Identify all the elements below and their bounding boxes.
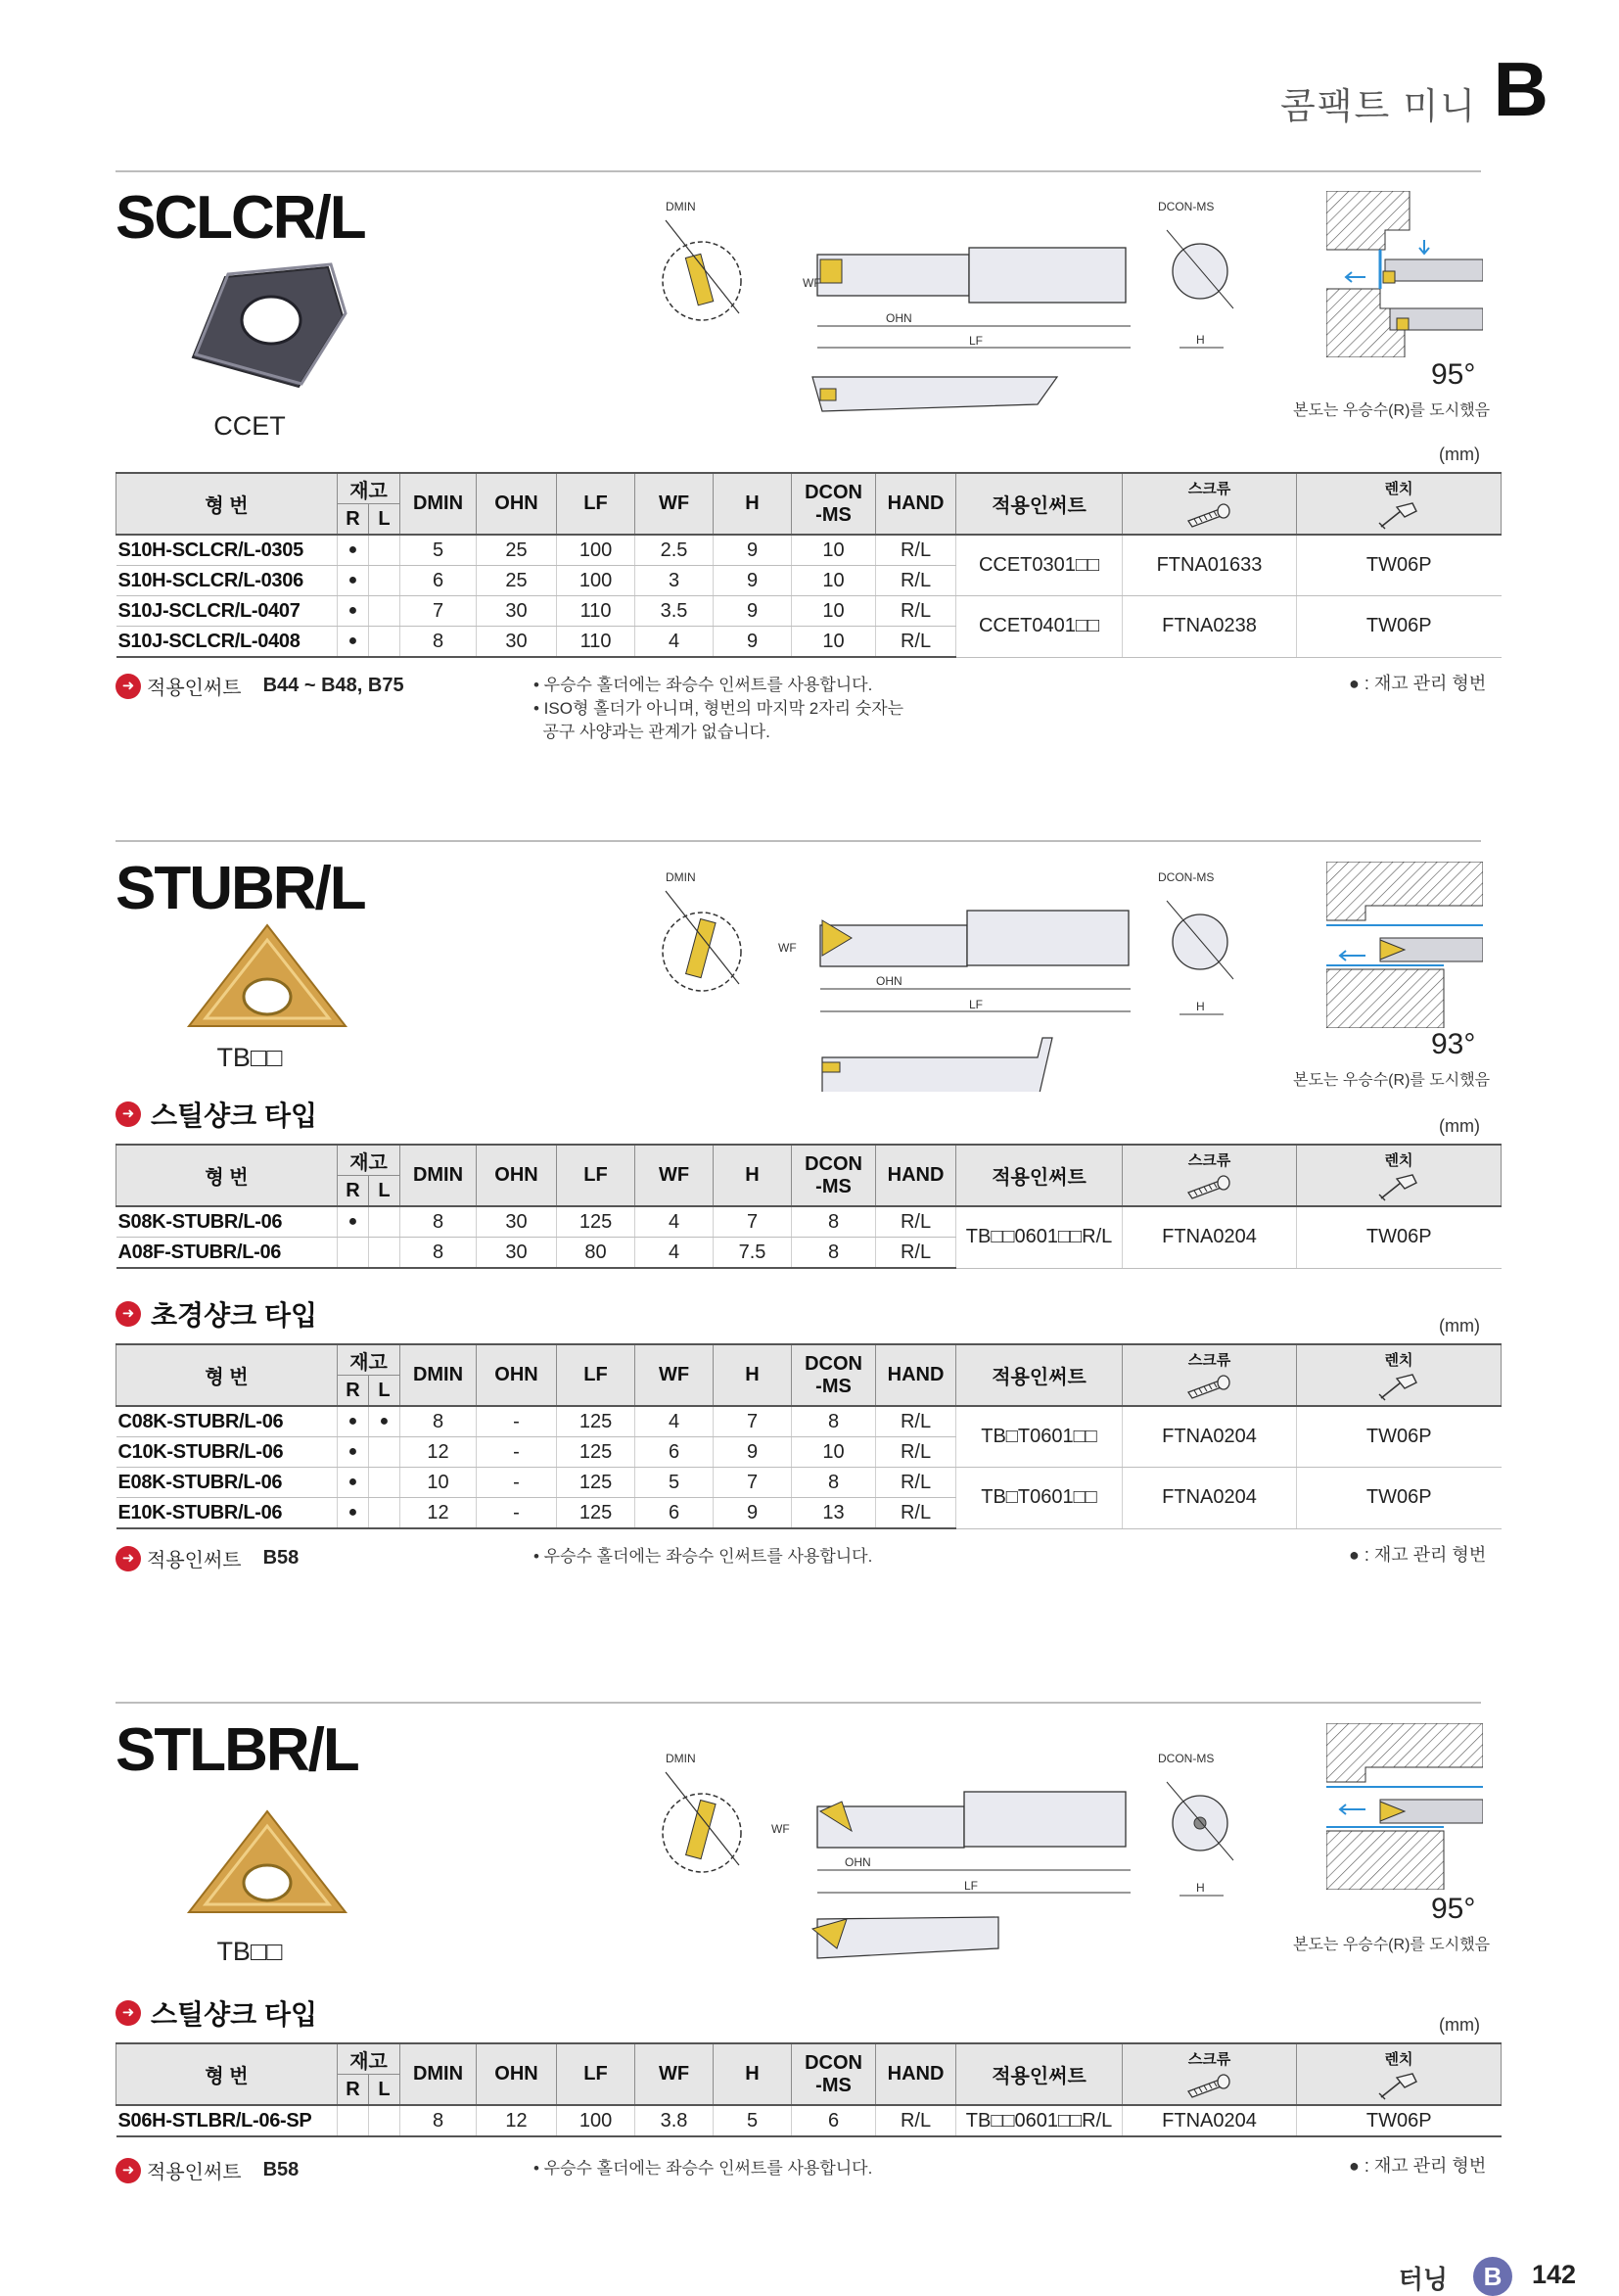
col-wf: WF: [635, 1145, 714, 1206]
tool-dimension-diagram: [646, 201, 1253, 421]
col-dcon: DCON -MS: [792, 1145, 876, 1206]
col-r: R: [338, 504, 369, 536]
col-lf: LF: [557, 2043, 635, 2105]
col-l: L: [369, 1376, 400, 1407]
section-notes: • 우승수 홀더에는 좌승수 인써트를 사용합니다.: [533, 2159, 873, 2178]
stock-legend: ● : 재고 관리 형번: [1349, 2156, 1487, 2176]
col-wf: WF: [635, 473, 714, 535]
machining-illustration: [1326, 191, 1483, 357]
label-wf: WF: [771, 1822, 790, 1836]
col-insert: 적용인써트: [956, 2043, 1123, 2105]
section-title-stubr: STUBR/L: [116, 855, 365, 922]
wrench-icon: [1373, 1173, 1424, 1202]
label-wf: WF: [778, 941, 797, 955]
machining-illustration: [1326, 862, 1483, 1028]
label-lf: LF: [964, 1879, 979, 1893]
col-stock: 재고: [338, 1344, 400, 1376]
section-notes: • 우승수 홀더에는 좌승수 인써트를 사용합니다.: [533, 1547, 873, 1566]
subsection-heading-steel: ➜ 스틸샹크 타입: [116, 1993, 317, 2033]
col-h: H: [714, 2043, 792, 2105]
table-row: E10K-STUBR/L-06 ● 12 - 125 6 9 13 R/L: [116, 1498, 1502, 1529]
col-code: 형 번: [116, 1344, 338, 1406]
insert-name: TB□□: [216, 1043, 283, 1072]
col-screw: 스크류: [1123, 1344, 1297, 1406]
wrench-icon: [1373, 2072, 1424, 2101]
insert-name: TB□□: [216, 1937, 283, 1966]
catalog-section-letter: B: [1493, 46, 1549, 132]
col-lf: LF: [557, 1344, 635, 1406]
col-r: R: [338, 1376, 369, 1407]
unit-label: (mm): [1439, 2015, 1480, 2035]
col-dmin: DMIN: [400, 473, 477, 535]
label-dmin: DMIN: [666, 871, 696, 884]
footer-badge: B: [1473, 2257, 1512, 2296]
col-hand: HAND: [876, 1145, 956, 1206]
col-r: R: [338, 2075, 369, 2106]
col-wrench: 렌치: [1297, 1145, 1502, 1206]
screw-icon: [1184, 2072, 1235, 2101]
insert-name: CCET: [213, 411, 286, 441]
orientation-note: 본도는 우승수(R)를 도시했음: [1293, 1937, 1491, 1953]
col-lf: LF: [557, 473, 635, 535]
col-code: 형 번: [116, 473, 338, 535]
machining-illustration: [1326, 1723, 1483, 1890]
subsection-heading-carbide: ➜ 초경샹크 타입: [116, 1294, 317, 1334]
section-title-sclcr: SCLCR/L: [116, 184, 365, 252]
label-h: H: [1196, 1000, 1205, 1013]
stock-legend: ● : 재고 관리 형번: [1349, 674, 1487, 693]
table-row: S06H-STLBR/L-06-SP 8 12 100 3.8 5 6 R/L TB□□0601□□R/L FTNA0204 TW06P: [116, 2105, 1502, 2136]
col-ohn: OHN: [477, 1344, 557, 1406]
arrow-circle-icon: ➜: [116, 1546, 141, 1571]
screw-icon: [1184, 1373, 1235, 1402]
tool-dimension-diagram: [646, 1753, 1253, 1973]
col-wf: WF: [635, 2043, 714, 2105]
unit-label: (mm): [1439, 1316, 1480, 1335]
label-dcon: DCON-MS: [1158, 871, 1215, 884]
col-wrench: 렌치: [1297, 2043, 1502, 2105]
unit-label: (mm): [1439, 1116, 1480, 1136]
tool-dimension-diagram: [646, 871, 1253, 1092]
col-dmin: DMIN: [400, 2043, 477, 2105]
label-ohn: OHN: [886, 311, 912, 325]
insert-image-tb: [184, 1806, 350, 1924]
insert-reference: ➜ 적용인써트 B58: [116, 1544, 299, 1572]
label-dmin: DMIN: [666, 1753, 696, 1765]
table-row: S08K-STUBR/L-06 ● 8 30 125 4 7 8 R/L TB□□0601□□R/L FTNA0204 TW06P: [116, 1206, 1502, 1238]
col-dcon: DCON -MS: [792, 1344, 876, 1406]
approach-angle: 93°: [1431, 1028, 1476, 1060]
col-code: 형 번: [116, 2043, 338, 2105]
col-stock: 재고: [338, 2043, 400, 2075]
label-ohn: OHN: [845, 1855, 871, 1869]
table-row: E08K-STUBR/L-06 ● 10 - 125 5 7 8 R/L TB□T0601□□ FTNA0204 TW06P: [116, 1468, 1502, 1498]
col-dcon: DCON -MS: [792, 2043, 876, 2105]
section-notes: • 우승수 홀더에는 좌승수 인써트를 사용합니다. • ISO형 홀더가 아니며, 형번의 마지막 2자리 숫자는 공구 사양과는 관계가 없습니다.: [533, 676, 904, 741]
table-row: C08K-STUBR/L-06 ● ● 8 - 125 4 7 8 R/L TB□T0601□□ FTNA0204 TW06P: [116, 1406, 1502, 1437]
insert-reference: ➜ 적용인써트 B44 ~ B48, B75: [116, 672, 404, 700]
label-dcon: DCON-MS: [1158, 201, 1215, 213]
col-lf: LF: [557, 1145, 635, 1206]
approach-angle: 95°: [1431, 358, 1476, 391]
col-ohn: OHN: [477, 473, 557, 535]
label-lf: LF: [969, 334, 984, 348]
col-screw: 스크류: [1123, 1145, 1297, 1206]
col-l: L: [369, 2075, 400, 2106]
catalog-section-title: 콤팩트 미니: [1280, 86, 1477, 126]
label-ohn: OHN: [876, 974, 902, 988]
section-divider: [116, 170, 1481, 172]
table-row: A08F-STUBR/L-06 8 30 80 4 7.5 8 R/L: [116, 1238, 1502, 1269]
insert-image-ccet: [181, 259, 357, 397]
screw-icon: [1184, 501, 1235, 531]
label-h: H: [1196, 333, 1205, 347]
col-h: H: [714, 1145, 792, 1206]
insert-reference: ➜ 적용인써트 B58: [116, 2156, 299, 2184]
section-title-stlbr: STLBR/L: [116, 1716, 358, 1784]
col-ohn: OHN: [477, 2043, 557, 2105]
table-row: C10K-STUBR/L-06 ● 12 - 125 6 9 10 R/L: [116, 1437, 1502, 1468]
col-hand: HAND: [876, 473, 956, 535]
col-code: 형 번: [116, 1145, 338, 1206]
col-l: L: [369, 504, 400, 536]
spec-table-sclcr: [116, 472, 1502, 658]
col-stock: 재고: [338, 473, 400, 504]
col-dmin: DMIN: [400, 1344, 477, 1406]
col-screw: 스크류: [1123, 473, 1297, 535]
arrow-circle-icon: ➜: [116, 1101, 141, 1127]
label-dcon: DCON-MS: [1158, 1753, 1215, 1765]
col-dmin: DMIN: [400, 1145, 477, 1206]
table-row: S10J-SCLCR/L-0407 ● 7 30 110 3.5 9 10 R/L CCET0401□□ FTNA0238 TW06P: [116, 596, 1502, 627]
col-wrench: 렌치: [1297, 1344, 1502, 1406]
orientation-note: 본도는 우승수(R)를 도시했음: [1293, 402, 1491, 419]
subsection-heading-steel: ➜ 스틸샹크 타입: [116, 1095, 317, 1134]
footer-category: 터닝: [1398, 2265, 1448, 2294]
unit-label: (mm): [1439, 445, 1480, 464]
orientation-note: 본도는 우승수(R)를 도시했음: [1293, 1072, 1491, 1089]
col-insert: 적용인써트: [956, 1344, 1123, 1406]
col-stock: 재고: [338, 1145, 400, 1176]
screw-icon: [1184, 1173, 1235, 1202]
col-l: L: [369, 1176, 400, 1207]
label-h: H: [1196, 1881, 1205, 1895]
section-divider: [116, 1702, 1481, 1704]
col-screw: 스크류: [1123, 2043, 1297, 2105]
arrow-circle-icon: ➜: [116, 674, 141, 699]
table-row: S10J-SCLCR/L-0408 ● 8 30 110 4 9 10 R/L: [116, 627, 1502, 658]
col-ohn: OHN: [477, 1145, 557, 1206]
insert-image-tb: [184, 920, 350, 1038]
col-r: R: [338, 1176, 369, 1207]
col-wf: WF: [635, 1344, 714, 1406]
section-divider: [116, 840, 1481, 842]
col-insert: 적용인써트: [956, 1145, 1123, 1206]
label-wf: WF: [803, 276, 821, 290]
wrench-icon: [1373, 501, 1424, 531]
stock-legend: ● : 재고 관리 형번: [1349, 1545, 1487, 1565]
col-dcon: DCON -MS: [792, 473, 876, 535]
approach-angle: 95°: [1431, 1893, 1476, 1925]
label-lf: LF: [969, 998, 984, 1011]
col-wrench: 렌치: [1297, 473, 1502, 535]
col-hand: HAND: [876, 1344, 956, 1406]
spec-table-stlbr-steel: [116, 2042, 1502, 2137]
col-h: H: [714, 1344, 792, 1406]
arrow-circle-icon: ➜: [116, 1301, 141, 1327]
spec-table-stubr-steel: [116, 1144, 1502, 1269]
wrench-icon: [1373, 1373, 1424, 1402]
table-row: S10H-SCLCR/L-0306 ● 6 25 100 3 9 10 R/L: [116, 566, 1502, 596]
arrow-circle-icon: ➜: [116, 2000, 141, 2026]
arrow-circle-icon: ➜: [116, 2158, 141, 2183]
table-row: S10H-SCLCR/L-0305 ● 5 25 100 2.5 9 10 R/L CCET0301□□ FTNA01633 TW06P: [116, 535, 1502, 566]
page-number: 142: [1532, 2260, 1577, 2289]
label-dmin: DMIN: [666, 201, 696, 213]
col-hand: HAND: [876, 2043, 956, 2105]
col-h: H: [714, 473, 792, 535]
spec-table-stubr-carbide: [116, 1343, 1502, 1529]
col-insert: 적용인써트: [956, 473, 1123, 535]
